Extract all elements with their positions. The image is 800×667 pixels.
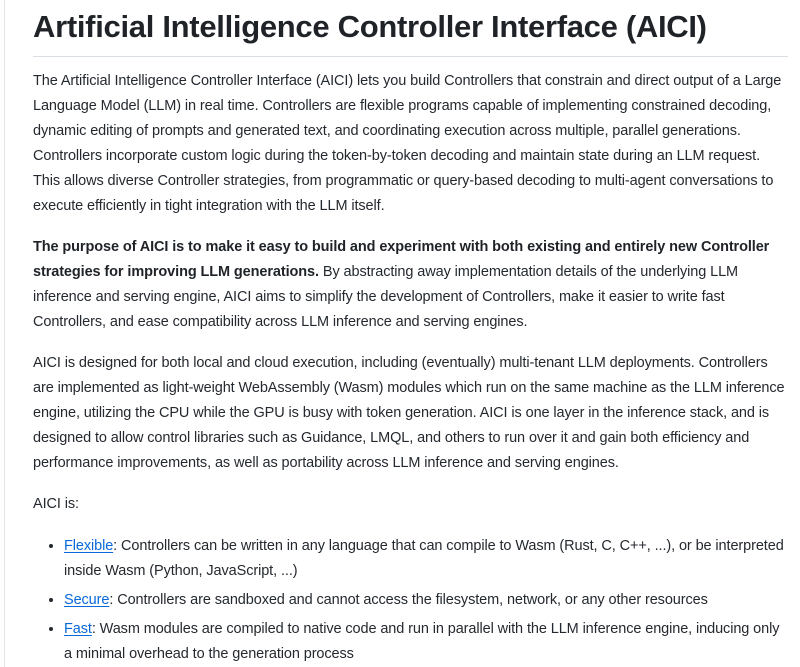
fast-link[interactable]: Fast xyxy=(64,620,92,637)
intro-paragraph: The Artificial Intelligence Controller Interface (AICI) lets you build Controllers that constrain and direct output of a Large Language Model (LLM) in real time. Controllers are flexible programs capable of implementing constrained decoding, dynamic editing of prompts and generated text, and coordinating execution across multiple, parallel generations. Controllers incorporate custom logic during the token-by-token decoding and maintain state during an LLM request. This allows diverse Controller strategies, from programmatic or query-based decoding to multi-agent conversations to execute efficiently in tight integration with the LLM itself. xyxy=(33,72,782,214)
flexible-link[interactable]: Flexible xyxy=(64,537,114,554)
list-intro-text: AICI is: xyxy=(33,495,79,512)
list-item-fast xyxy=(64,616,788,667)
page-title: Artificial Intelligence Controller Interface (AICI) xyxy=(33,8,788,57)
purpose-paragraph xyxy=(33,235,788,335)
design-paragraph: AICI is designed for both local and cloud execution, including (eventually) multi-tenant LLM deployments. Controllers are implemented as light-weight WebAssembly (Wasm) modules which run on the same machine as the LLM inference engine, utilizing the CPU while the GPU is busy with token generation. AICI is one layer in the inference stack, and is designed to allow control libraries such as Guidance, LMQL, and others to run over it and gain both efficiency and performance improvements, as well as portability across LLM inference and serving engines. xyxy=(33,354,785,471)
secure-description: : Controllers are sandboxed and cannot access the filesystem, network, or any other resources xyxy=(109,591,708,608)
purpose-rest-text: By abstracting away implementation details of the underlying LLM inference and serving engine, AICI aims to simplify the development of Controllers, make it easier to write fast Controllers, and ease compatibility across LLM inference and serving engines. xyxy=(33,263,739,330)
list-item-secure xyxy=(64,587,788,613)
flexible-description: : Controllers can be written in any language that can compile to Wasm (Rust, C, C++, ...), or be interpreted inside Wasm (Python, JavaScript, ...) xyxy=(64,537,784,579)
secure-link[interactable]: Secure xyxy=(64,591,110,608)
feature-list xyxy=(33,533,788,667)
fast-description: : Wasm modules are compiled to native code and run in parallel with the LLM inference engine, inducing only a minimal overhead to the generation process xyxy=(64,620,780,662)
list-item-flexible xyxy=(64,533,788,584)
purpose-bold-text: The purpose of AICI is to make it easy to build and experiment with both existing and entirely new Controller strategies for improving LLM generations. xyxy=(33,238,770,280)
readme-container xyxy=(4,0,800,667)
